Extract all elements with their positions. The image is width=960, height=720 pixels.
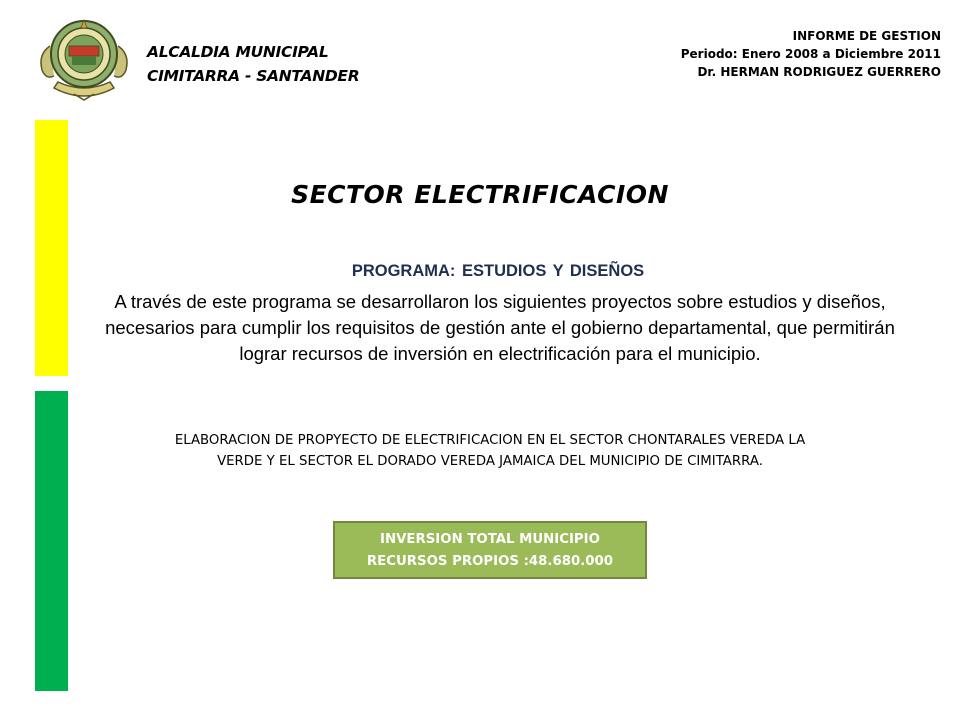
green-flag-bar <box>35 391 68 691</box>
report-title: INFORME DE GESTION <box>792 29 941 43</box>
investment-line-1: INVERSION TOTAL MUNICIPIO <box>380 532 600 547</box>
investment-box <box>333 521 647 579</box>
program-description: A través de este programa se desarrollaron los siguientes proyectos sobre estudios y diseños, necesarios para cumplir los requisitos de gestión ante el gobierno departamental, que permitirán lograr recursos de inversión en electrificación para el municipio. <box>105 291 895 364</box>
project-description: ELABORACION DE PROPYECTO DE ELECTRIFICACION EN EL SECTOR CHONTARALES VEREDA LA VERDE Y EL SECTOR EL DORADO VEREDA JAMAICA DEL MUNICIPIO DE CIMITARRA. <box>174 433 806 469</box>
organization-line-2: CIMITARRA - SANTANDER <box>147 67 360 85</box>
investment-line-2: RECURSOS PROPIOS :48.680.000 <box>366 554 614 569</box>
organization-line-1: ALCALDIA MUNICIPAL <box>147 43 329 61</box>
sector-title: SECTOR ELECTRIFICACION <box>291 180 669 209</box>
municipal-seal-logo <box>36 14 132 104</box>
program-heading: PROGRAMA: ESTUDIOS Y DISEÑOS <box>351 262 645 280</box>
yellow-flag-bar <box>35 120 68 376</box>
report-info <box>681 27 941 81</box>
report-author: Dr. HERMAN RODRIGUEZ GUERRERO <box>697 65 941 79</box>
report-period: Periodo: Enero 2008 a Diciembre 2011 <box>680 47 941 61</box>
organization-name <box>147 40 359 88</box>
